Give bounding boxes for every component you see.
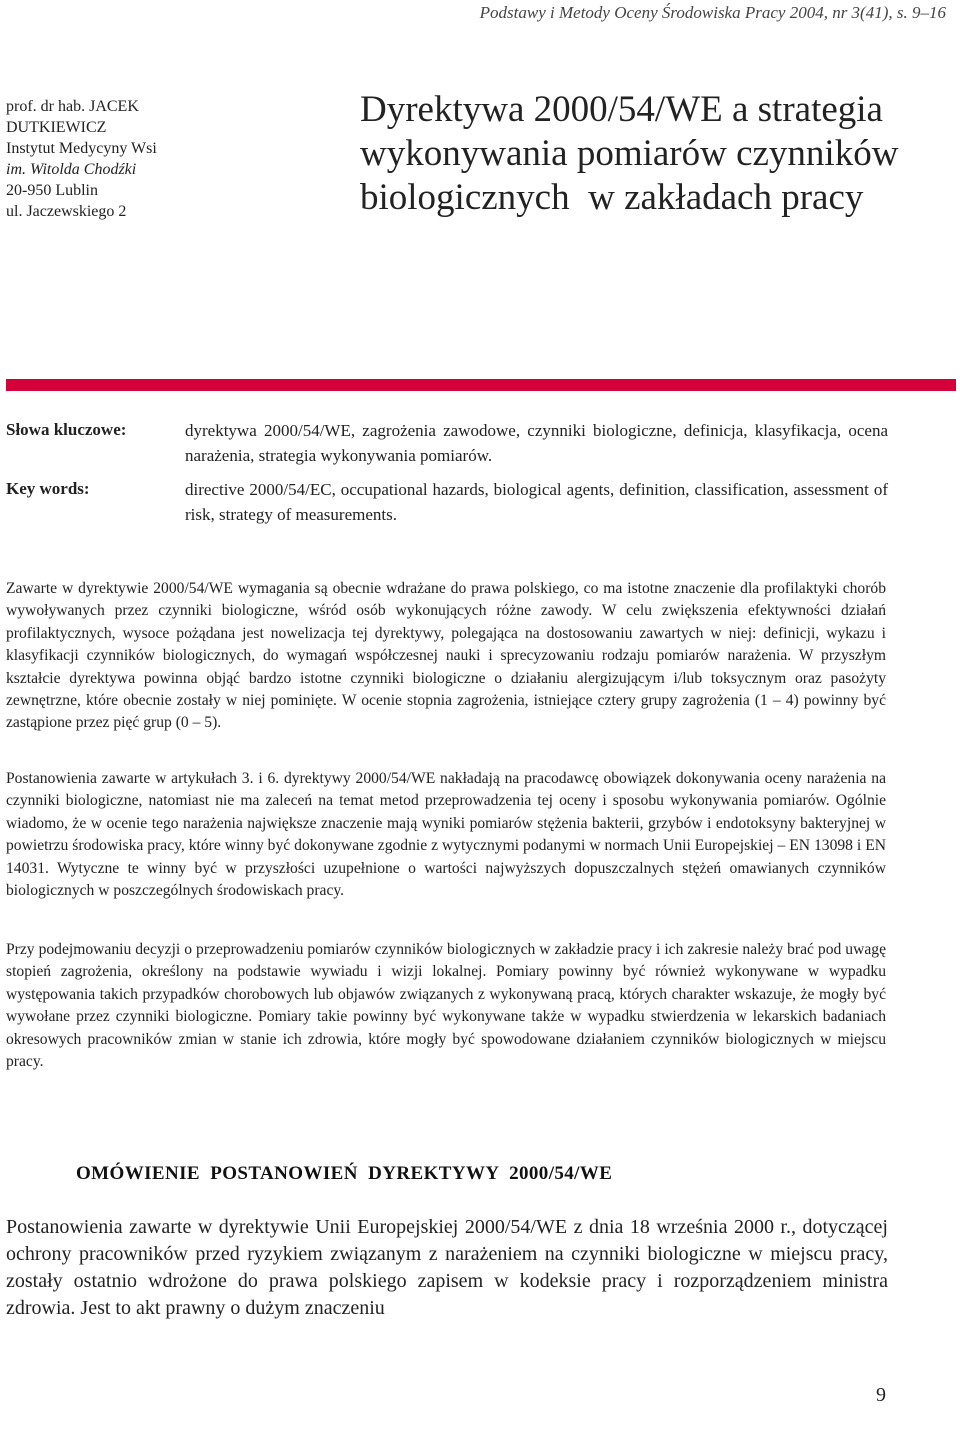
section-divider-rule — [6, 379, 956, 391]
author-city: 20-950 Lublin — [6, 182, 98, 199]
keywords-en-label: Key words: — [6, 479, 90, 498]
keywords-pl-text: dyrektywa 2000/54/WE, zagrożenia zawodowe, czynniki biologiczne, definicja, klasyfikacja, ocena narażenia, strategia wykonywania pomiarów. — [185, 421, 888, 465]
journal-header: Podstawy i Metody Oceny Środowiska Pracy 2004, nr 3(41), s. 9–16 — [479, 3, 946, 22]
keywords-pl-label: Słowa kluczowe: — [6, 420, 127, 439]
author-street: ul. Jaczewskiego 2 — [6, 203, 127, 220]
author-name: prof. dr hab. JACEK DUTKIEWICZ — [6, 98, 139, 136]
author-institute-patron: im. Witolda Chodźki — [6, 161, 137, 178]
page-number: 9 — [876, 1384, 886, 1406]
section-body-paragraph: Postanowienia zawarte w dyrektywie Unii Europejskiej 2000/54/WE z dnia 18 września 2000 r., dotyczącej ochrony pracowników przed ryzykiem związanym z narażeniem na czynniki biologiczne w miejscu pracy, zostały ostatnio wdrożone do prawa polskiego zapisem w kodeksie pracy i rozporządzeniem ministra zdrowia. Jest to akt prawny o dużym znaczeniu — [6, 1216, 888, 1319]
article-title-line-2: wykonywania pomiarów czynników — [360, 133, 899, 174]
author-affiliation — [6, 96, 206, 222]
keywords-en-text: directive 2000/54/EC, occupational hazards, biological agents, definition, classification, assessment of risk, strategy of measurements. — [185, 480, 888, 524]
author-institute: Instytut Medycyny Wsi — [6, 140, 157, 157]
article-title-line-1: Dyrektywa 2000/54/WE a strategia — [360, 89, 883, 130]
article-title — [360, 88, 950, 220]
abstract-paragraph-1: Zawarte w dyrektywie 2000/54/WE wymagania są obecnie wdrażane do prawa polskiego, co ma istotne znaczenie dla profilaktyki chorób wywoływanych przez czynniki biologiczne, wśród osób wykonujących różne zawody. W celu zwiększenia efektywności działań profilaktycznych, wysoce pożądana jest nowelizacja tej dyrektywy, polegająca na dostosowaniu zawartych w niej: definicji, wykazu i klasyfikacji czynników biologicznych, do wymagań współczesnej nauki i sprecyzowaniu rodzaju pomiarów narażenia. W przyszłym kształcie dyrektywa powinna objąć bardzo istotne czynniki biologiczne o działaniu alergizującym i/lub toksycznym oraz pasożyty zewnętrzne, które obecnie zostały w niej pominięte. W ocenie stopnia zagrożenia, istniejące cztery grupy zagrożenia (1 – 4) powinny być zastąpione przez pięć grup (0 – 5). — [6, 580, 886, 732]
abstract-paragraph-3: Przy podejmowaniu decyzji o przeprowadzeniu pomiarów czynników biologicznych w zakładzie pracy i ich zakresie należy brać pod uwagę stopień zagrożenia, określony na podstawie wywiadu i wizji lokalnej. Pomiary powinny być również wykonywane w wypadku występowania takich przypadków chorobowych lub objawów związanych z wykonywaną pracą, których charakter wskazuje, że mogły być wywołane przez czynniki biologiczne. Pomiary takie powinny być wykonywane także w wypadku stwierdzenia w lekarskich badaniach okresowych pracowników zmian w stanie ich zdrowia, które mogły być spowodowane działaniem czynników biologicznych w miejscu pracy. — [6, 941, 886, 1071]
article-title-line-3: biologicznych w zakładach pracy — [360, 177, 864, 218]
abstract-paragraph-2: Postanowienia zawarte w artykułach 3. i 6. dyrektywy 2000/54/WE nakładają na pracodawcę obowiązek dokonywania oceny narażenia na czynniki biologiczne, natomiast nie ma zaleceń na temat metod przeprowadzenia tej oceny i sposobu wykonywania pomiarów. Ogólnie wiadomo, że w ocenie tego narażenia największe znaczenie mają wyniki pomiarów stężenia bakterii, grzybów i endotoksyny bakteryjnej w powietrzu środowiska pracy, które winny być dokonywane zgodnie z wytycznymi podanymi w normach Unii Europejskiej – EN 13098 i EN 14031. Wytyczne te winny być w przyszłości uzupełnione o wartości najwyższych dopuszczalnych stężeń omawianych czynników biologicznych w poszczególnych środowiskach pracy. — [6, 770, 886, 900]
section-heading: OMÓWIENIE POSTANOWIEŃ DYREKTYWY 2000/54/WE — [76, 1163, 613, 1184]
